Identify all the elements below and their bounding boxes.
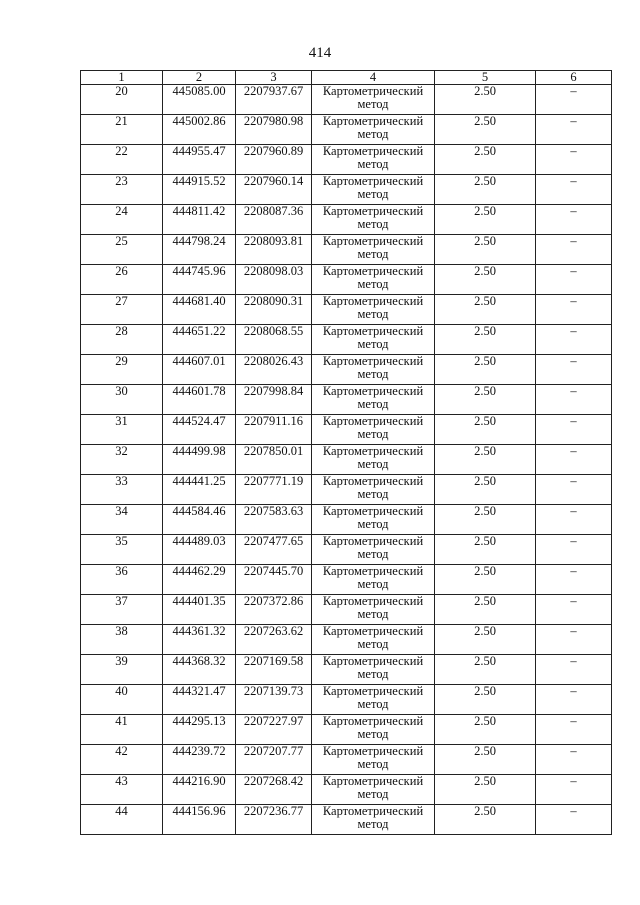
accuracy-cell: 2.50 [435,145,536,175]
table-row [81,115,612,145]
y-coordinate-cell: 2207263.62 [236,625,312,655]
note-cell: – [536,145,612,175]
point-number-cell: 35 [81,535,163,565]
x-coordinate-cell: 444681.40 [163,295,236,325]
x-coordinate-cell: 444798.24 [163,235,236,265]
x-coordinate-cell: 444239.72 [163,745,236,775]
method-cell: Картометрический метод [312,85,435,115]
method-cell: Картометрический метод [312,385,435,415]
point-number-cell: 29 [81,355,163,385]
method-cell: Картометрический метод [312,355,435,385]
x-coordinate-cell: 444361.32 [163,625,236,655]
column-header: 5 [435,71,536,85]
y-coordinate-cell: 2207911.16 [236,415,312,445]
accuracy-cell: 2.50 [435,235,536,265]
page-number: 414 [308,45,332,61]
x-coordinate-cell: 444524.47 [163,415,236,445]
point-number-cell: 31 [81,415,163,445]
y-coordinate-cell: 2207445.70 [236,565,312,595]
accuracy-cell: 2.50 [435,175,536,205]
accuracy-cell: 2.50 [435,205,536,235]
point-number-cell: 30 [81,385,163,415]
y-coordinate-cell: 2208093.81 [236,235,312,265]
accuracy-cell: 2.50 [435,745,536,775]
accuracy-cell: 2.50 [435,775,536,805]
coordinates-table [80,70,612,835]
point-number-cell: 24 [81,205,163,235]
accuracy-cell: 2.50 [435,715,536,745]
y-coordinate-cell: 2207169.58 [236,655,312,685]
column-header: 2 [163,71,236,85]
point-number-cell: 39 [81,655,163,685]
y-coordinate-cell: 2208098.03 [236,265,312,295]
table-body [81,85,612,835]
point-number-cell: 41 [81,715,163,745]
column-header: 6 [536,71,612,85]
method-cell: Картометрический метод [312,115,435,145]
table-row [81,355,612,385]
y-coordinate-cell: 2208087.36 [236,205,312,235]
accuracy-cell: 2.50 [435,115,536,145]
x-coordinate-cell: 444601.78 [163,385,236,415]
method-cell: Картометрический метод [312,775,435,805]
y-coordinate-cell: 2207937.67 [236,85,312,115]
point-number-cell: 25 [81,235,163,265]
method-cell: Картометрический метод [312,325,435,355]
column-header: 3 [236,71,312,85]
accuracy-cell: 2.50 [435,85,536,115]
accuracy-cell: 2.50 [435,385,536,415]
x-coordinate-cell: 445002.86 [163,115,236,145]
point-number-cell: 26 [81,265,163,295]
point-number-cell: 36 [81,565,163,595]
table-row [81,745,612,775]
method-cell: Картометрический метод [312,565,435,595]
column-header: 1 [81,71,163,85]
x-coordinate-cell: 444216.90 [163,775,236,805]
y-coordinate-cell: 2207207.77 [236,745,312,775]
y-coordinate-cell: 2207583.63 [236,505,312,535]
y-coordinate-cell: 2207980.98 [236,115,312,145]
y-coordinate-cell: 2207268.42 [236,775,312,805]
note-cell: – [536,475,612,505]
accuracy-cell: 2.50 [435,535,536,565]
point-number-cell: 40 [81,685,163,715]
y-coordinate-cell: 2208090.31 [236,295,312,325]
table-row [81,685,612,715]
x-coordinate-cell: 444441.25 [163,475,236,505]
table-row [81,265,612,295]
x-coordinate-cell: 444745.96 [163,265,236,295]
table-row [81,445,612,475]
x-coordinate-cell: 444811.42 [163,205,236,235]
table-row [81,175,612,205]
note-cell: – [536,595,612,625]
note-cell: – [536,325,612,355]
note-cell: – [536,775,612,805]
header-row [81,71,612,85]
x-coordinate-cell: 444651.22 [163,325,236,355]
point-number-cell: 43 [81,775,163,805]
accuracy-cell: 2.50 [435,625,536,655]
x-coordinate-cell: 444584.46 [163,505,236,535]
method-cell: Картометрический метод [312,715,435,745]
x-coordinate-cell: 444915.52 [163,175,236,205]
point-number-cell: 22 [81,145,163,175]
method-cell: Картометрический метод [312,295,435,325]
note-cell: – [536,565,612,595]
note-cell: – [536,685,612,715]
y-coordinate-cell: 2207139.73 [236,685,312,715]
y-coordinate-cell: 2207477.65 [236,535,312,565]
note-cell: – [536,625,612,655]
accuracy-cell: 2.50 [435,325,536,355]
y-coordinate-cell: 2208068.55 [236,325,312,355]
method-cell: Картометрический метод [312,175,435,205]
table-row [81,535,612,565]
note-cell: – [536,85,612,115]
y-coordinate-cell: 2207227.97 [236,715,312,745]
note-cell: – [536,505,612,535]
accuracy-cell: 2.50 [435,595,536,625]
method-cell: Картометрический метод [312,475,435,505]
method-cell: Картометрический метод [312,415,435,445]
note-cell: – [536,535,612,565]
accuracy-cell: 2.50 [435,805,536,835]
x-coordinate-cell: 444156.96 [163,805,236,835]
method-cell: Картометрический метод [312,205,435,235]
y-coordinate-cell: 2207850.01 [236,445,312,475]
accuracy-cell: 2.50 [435,415,536,445]
column-header: 4 [312,71,435,85]
note-cell: – [536,445,612,475]
method-cell: Картометрический метод [312,685,435,715]
accuracy-cell: 2.50 [435,265,536,295]
y-coordinate-cell: 2207771.19 [236,475,312,505]
note-cell: – [536,805,612,835]
method-cell: Картометрический метод [312,625,435,655]
table-row [81,205,612,235]
x-coordinate-cell: 444499.98 [163,445,236,475]
point-number-cell: 27 [81,295,163,325]
note-cell: – [536,355,612,385]
accuracy-cell: 2.50 [435,655,536,685]
note-cell: – [536,715,612,745]
point-number-cell: 33 [81,475,163,505]
method-cell: Картометрический метод [312,805,435,835]
accuracy-cell: 2.50 [435,445,536,475]
x-coordinate-cell: 444607.01 [163,355,236,385]
note-cell: – [536,235,612,265]
method-cell: Картометрический метод [312,655,435,685]
table-row [81,715,612,745]
x-coordinate-cell: 444955.47 [163,145,236,175]
x-coordinate-cell: 444295.13 [163,715,236,745]
note-cell: – [536,385,612,415]
y-coordinate-cell: 2207236.77 [236,805,312,835]
table-row [81,145,612,175]
method-cell: Картометрический метод [312,235,435,265]
x-coordinate-cell: 445085.00 [163,85,236,115]
table-row [81,655,612,685]
point-number-cell: 38 [81,625,163,655]
note-cell: – [536,265,612,295]
method-cell: Картометрический метод [312,145,435,175]
method-cell: Картометрический метод [312,745,435,775]
note-cell: – [536,115,612,145]
method-cell: Картометрический метод [312,265,435,295]
table-row [81,565,612,595]
point-number-cell: 21 [81,115,163,145]
note-cell: – [536,295,612,325]
x-coordinate-cell: 444321.47 [163,685,236,715]
x-coordinate-cell: 444401.35 [163,595,236,625]
table-row [81,475,612,505]
accuracy-cell: 2.50 [435,475,536,505]
point-number-cell: 23 [81,175,163,205]
note-cell: – [536,175,612,205]
y-coordinate-cell: 2207960.89 [236,145,312,175]
method-cell: Картометрический метод [312,445,435,475]
method-cell: Картометрический метод [312,505,435,535]
y-coordinate-cell: 2207998.84 [236,385,312,415]
accuracy-cell: 2.50 [435,355,536,385]
y-coordinate-cell: 2207372.86 [236,595,312,625]
note-cell: – [536,745,612,775]
table-row [81,805,612,835]
note-cell: – [536,415,612,445]
accuracy-cell: 2.50 [435,295,536,325]
point-number-cell: 20 [81,85,163,115]
x-coordinate-cell: 444489.03 [163,535,236,565]
y-coordinate-cell: 2207960.14 [236,175,312,205]
table-row [81,775,612,805]
table-row [81,235,612,265]
point-number-cell: 32 [81,445,163,475]
table-row [81,595,612,625]
point-number-cell: 37 [81,595,163,625]
x-coordinate-cell: 444368.32 [163,655,236,685]
table-row [81,385,612,415]
note-cell: – [536,205,612,235]
accuracy-cell: 2.50 [435,565,536,595]
method-cell: Картометрический метод [312,535,435,565]
table-row [81,505,612,535]
table-row [81,625,612,655]
point-number-cell: 44 [81,805,163,835]
note-cell: – [536,655,612,685]
table-row [81,85,612,115]
table-row [81,295,612,325]
method-cell: Картометрический метод [312,595,435,625]
table-row [81,325,612,355]
point-number-cell: 28 [81,325,163,355]
y-coordinate-cell: 2208026.43 [236,355,312,385]
point-number-cell: 34 [81,505,163,535]
x-coordinate-cell: 444462.29 [163,565,236,595]
point-number-cell: 42 [81,745,163,775]
accuracy-cell: 2.50 [435,685,536,715]
table-row [81,415,612,445]
accuracy-cell: 2.50 [435,505,536,535]
